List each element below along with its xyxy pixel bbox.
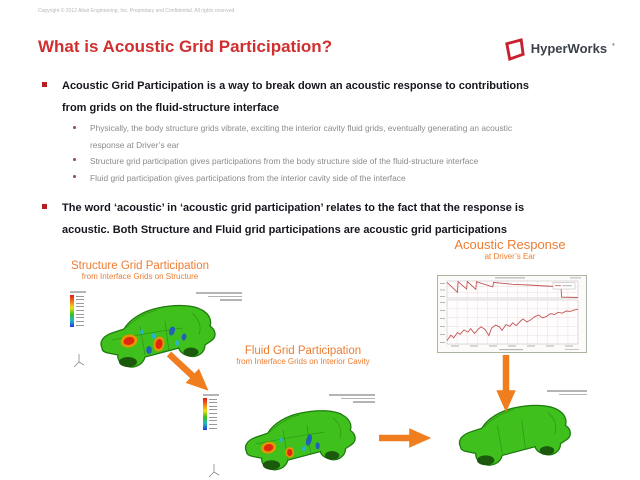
model-info-text	[547, 390, 587, 395]
hyperworks-logo-text: HyperWorks	[530, 41, 608, 56]
structure-grid-participation-label	[40, 260, 240, 281]
model-info-text	[329, 394, 375, 403]
sub-bullet-1-line-1: Physically, the body structure grids vibrate, exciting the interior cavity fluid grids, eventually generating an acoustic	[90, 123, 513, 133]
structure-label-title: Structure Grid Participation	[70, 260, 210, 272]
arrow-structure-to-fluid	[162, 348, 220, 400]
copyright-text: Copyright © 2012 Altair Engineering, Inc. Proprietary and Confidential. All rights reserved.	[38, 8, 236, 14]
hyperworks-logo	[503, 38, 615, 61]
bullet-2-line-2: acoustic. Both Structure and Fluid grid participations are acoustic grid participations	[62, 224, 507, 236]
sub-bullet-marker	[73, 158, 76, 161]
hyperworks-logo-icon	[503, 38, 526, 61]
acoustic-response-plot	[437, 275, 587, 353]
sub-bullet-1	[90, 120, 512, 154]
fluid-label-subtitle: from Interface Grids on Interior Cavity	[236, 357, 370, 366]
acoustic-response-label	[410, 237, 610, 261]
bullet-marker	[42, 204, 47, 209]
bullet-2-line-1: The word ‘acoustic’ in ‘acoustic grid participation’ relates to the fact that the response is	[62, 202, 525, 214]
page-title: What is Acoustic Grid Participation?	[38, 37, 333, 56]
fluid-label-title: Fluid Grid Participation	[244, 345, 362, 357]
bullet-marker	[42, 82, 47, 87]
fluid-participation-image	[195, 388, 385, 480]
fluid-car-contour-model	[233, 404, 358, 476]
sub-bullet-1-line-2: response at Driver’s ear	[90, 140, 180, 150]
acoustic-label-subtitle: at Driver’s Ear	[484, 252, 536, 261]
contour-colorbar	[203, 398, 207, 430]
bullet-1	[62, 75, 529, 119]
bullet-1-line-1: Acoustic Grid Participation is a way to break down an acoustic response to contributions	[62, 80, 529, 92]
arrow-fluid-to-response	[374, 427, 440, 449]
axis-triad-icon	[207, 462, 221, 478]
sub-bullet-3: Fluid grid participation gives participations from the interior cavity side of the interface	[90, 173, 406, 183]
arrow-chart-to-car	[493, 350, 519, 422]
registered-mark: ®	[612, 42, 615, 47]
contour-legend	[70, 291, 86, 327]
acoustic-label-title: Acoustic Response	[454, 237, 566, 252]
acoustic-response-chart	[437, 275, 587, 353]
sub-bullet-marker	[73, 175, 76, 178]
bullet-1-line-2: from grids on the fluid-structure interface	[62, 102, 279, 114]
sub-bullet-marker	[73, 126, 76, 129]
structure-label-subtitle: from Interface Grids on Structure	[81, 272, 199, 281]
axis-triad-icon	[72, 352, 86, 368]
bullet-2	[62, 197, 524, 241]
contour-colorbar	[70, 295, 74, 327]
sub-bullet-2: Structure grid participation gives participations from the body structure side of the fluid-structure interface	[90, 156, 479, 166]
